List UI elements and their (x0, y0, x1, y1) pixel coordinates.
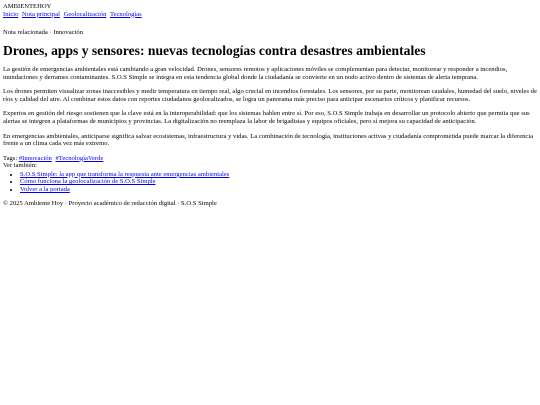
tags-label: Tags: (3, 154, 18, 162)
nav-link-tecnologias[interactable]: Tecnologías (109, 10, 142, 18)
list-item (20, 171, 537, 179)
article-paragraph-4: En emergencias ambientales, anticiparse significa salvar ecosistemas, infraestructura y vidas. La combinación de tecnología, instituciones activas y ciudadanía comprometida puede marcar la diferencia frente a un clima cada vez más extremo. (3, 132, 534, 148)
nav-link-inicio[interactable]: Inicio (3, 10, 19, 18)
see-also-link-geolocalizacion[interactable]: Cómo funciona la geolocalización de S.O.S Simple (20, 178, 156, 186)
see-also (3, 162, 537, 193)
article-title: Drones, apps y sensores: nuevas tecnologías contra desastres ambientales (3, 42, 426, 58)
site-header (3, 3, 537, 18)
list-item (20, 178, 537, 186)
article-paragraph-3: Expertos en gestión del riesgo sostienen que la clave está en la interoperabilidad: que los sistemas hablen entre sí. Por eso, S.O.S Simple trabaja en desarrollar un protocolo abierto que permita que sus alertas se integren a plataformas de municipios y provincias. La digitalización no reemplaza la labor de brigadistas y equipos oficiales, pero sí mejora su capacidad de anticipación. (3, 110, 530, 125)
main-nav (3, 11, 537, 19)
article-paragraph-1: La gestión de emergencias ambientales está cambiando a gran velocidad. Drones, sensores remotos y aplicaciones móviles se complementan para detectar, monitorear y responder a incendios, inundaciones y derrames contaminantes. S.O.S Simple se integra en esta tendencia global donde la ciudadanía se convierte en un nodo activo dentro de sistemas de alerta temprana. (3, 66, 508, 81)
article-kicker: Nota relacionada · Innovación (3, 29, 84, 37)
see-also-link-app[interactable]: S.O.S Simple: la app que transforma la respuesta ante emergencias ambientales (20, 170, 230, 178)
see-also-label: Ver también: (3, 162, 37, 170)
see-also-link-portada[interactable]: Volver a la portada (20, 185, 70, 193)
site-name: AMBIENTEHOY (3, 3, 52, 10)
tag-link-innovacion[interactable]: #Innovación (18, 154, 52, 162)
site-footer: © 2025 Ambiente Hoy · Proyecto académico de redacción digital · S.O.S Simple (3, 199, 217, 207)
article (3, 29, 537, 193)
see-also-list (3, 171, 537, 194)
tag-link-tecnologia-verde[interactable]: #TecnologíaVerde (55, 154, 104, 162)
tags-row (3, 155, 537, 163)
nav-link-geolocalizacion[interactable]: Geolocalización (63, 10, 107, 18)
list-item (20, 186, 537, 194)
nav-link-nota-principal[interactable]: Nota principal (22, 10, 60, 18)
article-paragraph-2: Los drones permiten visualizar zonas inaccesibles y medir temperatura en tiempo real, algo crucial en incendios forestales. Los sensores, por su parte, monitorean caudales, humedad del suelo, niveles de ríos y calidad del aire. Al combinar estos datos con reportes ciudadanos geolocalizados, se logra un panorama más preciso para anticipar escenarios críticos y planificar recursos. (3, 88, 537, 103)
